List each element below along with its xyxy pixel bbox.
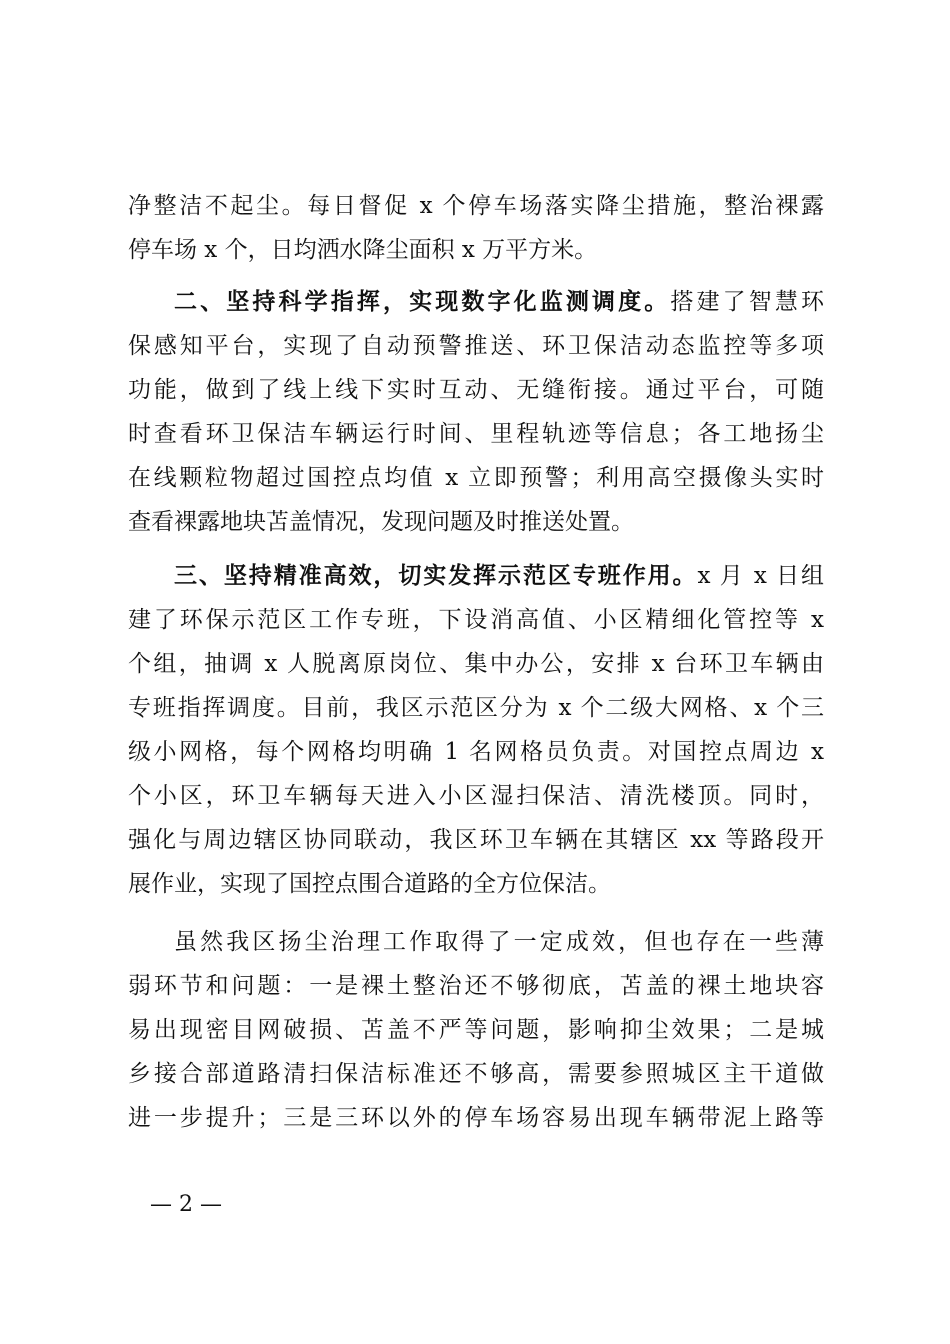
text-line: 弱环节和问题：一是裸土整治还不够彻底，苫盖的裸土地块容 bbox=[128, 973, 824, 999]
text-line: 时查看环卫保洁车辆运行时间、里程轨迹等信息；各工地扬尘 bbox=[128, 421, 824, 447]
text-line: 停车场 x 个，日均洒水降尘面积 x 万平方米。 bbox=[128, 237, 598, 263]
text-line: 功能，做到了线上线下实时互动、无缝衔接。通过平台，可随 bbox=[128, 377, 824, 403]
text-line bbox=[128, 554, 824, 598]
text-line: 虽然我区扬尘治理工作取得了一定成效，但也存在一些薄 bbox=[174, 929, 824, 955]
section-heading: 三、坚持精准高效，切实发挥示范区专班作用。 bbox=[174, 562, 698, 589]
text-line: 展作业，实现了国控点围合道路的全方位保洁。 bbox=[128, 871, 611, 897]
text-line: 级小网格，每个网格均明确 1 名网格员负责。对国控点周边 x bbox=[128, 739, 824, 765]
text-line: 净整洁不起尘。每日督促 x 个停车场落实降尘措施，整治裸露 bbox=[128, 193, 824, 219]
text-run: 搭建了智慧环 bbox=[670, 289, 824, 315]
text-line: 个组，抽调 x 人脱离原岗位、集中办公，安排 x 台环卫车辆由 bbox=[128, 651, 824, 677]
paragraph-3 bbox=[128, 554, 824, 906]
text-line: 进一步提升；三是三环以外的停车场容易出现车辆带泥上路等 bbox=[128, 1105, 824, 1131]
text-line: 易出现密目网破损、苫盖不严等问题，影响抑尘效果；二是城 bbox=[128, 1017, 824, 1043]
page-number: — 2 — bbox=[150, 1192, 222, 1217]
text-line: 个小区，环卫车辆每天进入小区湿扫保洁、清洗楼顶。同时， bbox=[128, 783, 824, 809]
text-line: 强化与周边辖区协同联动，我区环卫车辆在其辖区 xx 等路段开 bbox=[128, 827, 824, 853]
text-line: 在线颗粒物超过国控点均值 x 立即预警；利用高空摄像头实时 bbox=[128, 465, 824, 491]
text-line: 专班指挥调度。目前，我区示范区分为 x 个二级大网格、x 个三 bbox=[128, 695, 824, 721]
text-line: 建了环保示范区工作专班，下设消高值、小区精细化管控等 x bbox=[128, 607, 824, 633]
paragraph-2 bbox=[128, 280, 824, 544]
paragraph-1 bbox=[128, 184, 824, 272]
text-line: 乡接合部道路清扫保洁标准还不够高，需要参照城区主干道做 bbox=[128, 1061, 824, 1087]
text-line bbox=[128, 280, 824, 324]
section-heading: 二、坚持科学指挥，实现数字化监测调度。 bbox=[174, 288, 671, 315]
text-run: x 月 x 日组 bbox=[697, 563, 824, 589]
text-line: 查看裸露地块苫盖情况，发现问题及时推送处置。 bbox=[128, 509, 634, 535]
paragraph-4 bbox=[128, 920, 824, 1140]
text-line: 保感知平台，实现了自动预警推送、环卫保洁动态监控等多项 bbox=[128, 333, 824, 359]
